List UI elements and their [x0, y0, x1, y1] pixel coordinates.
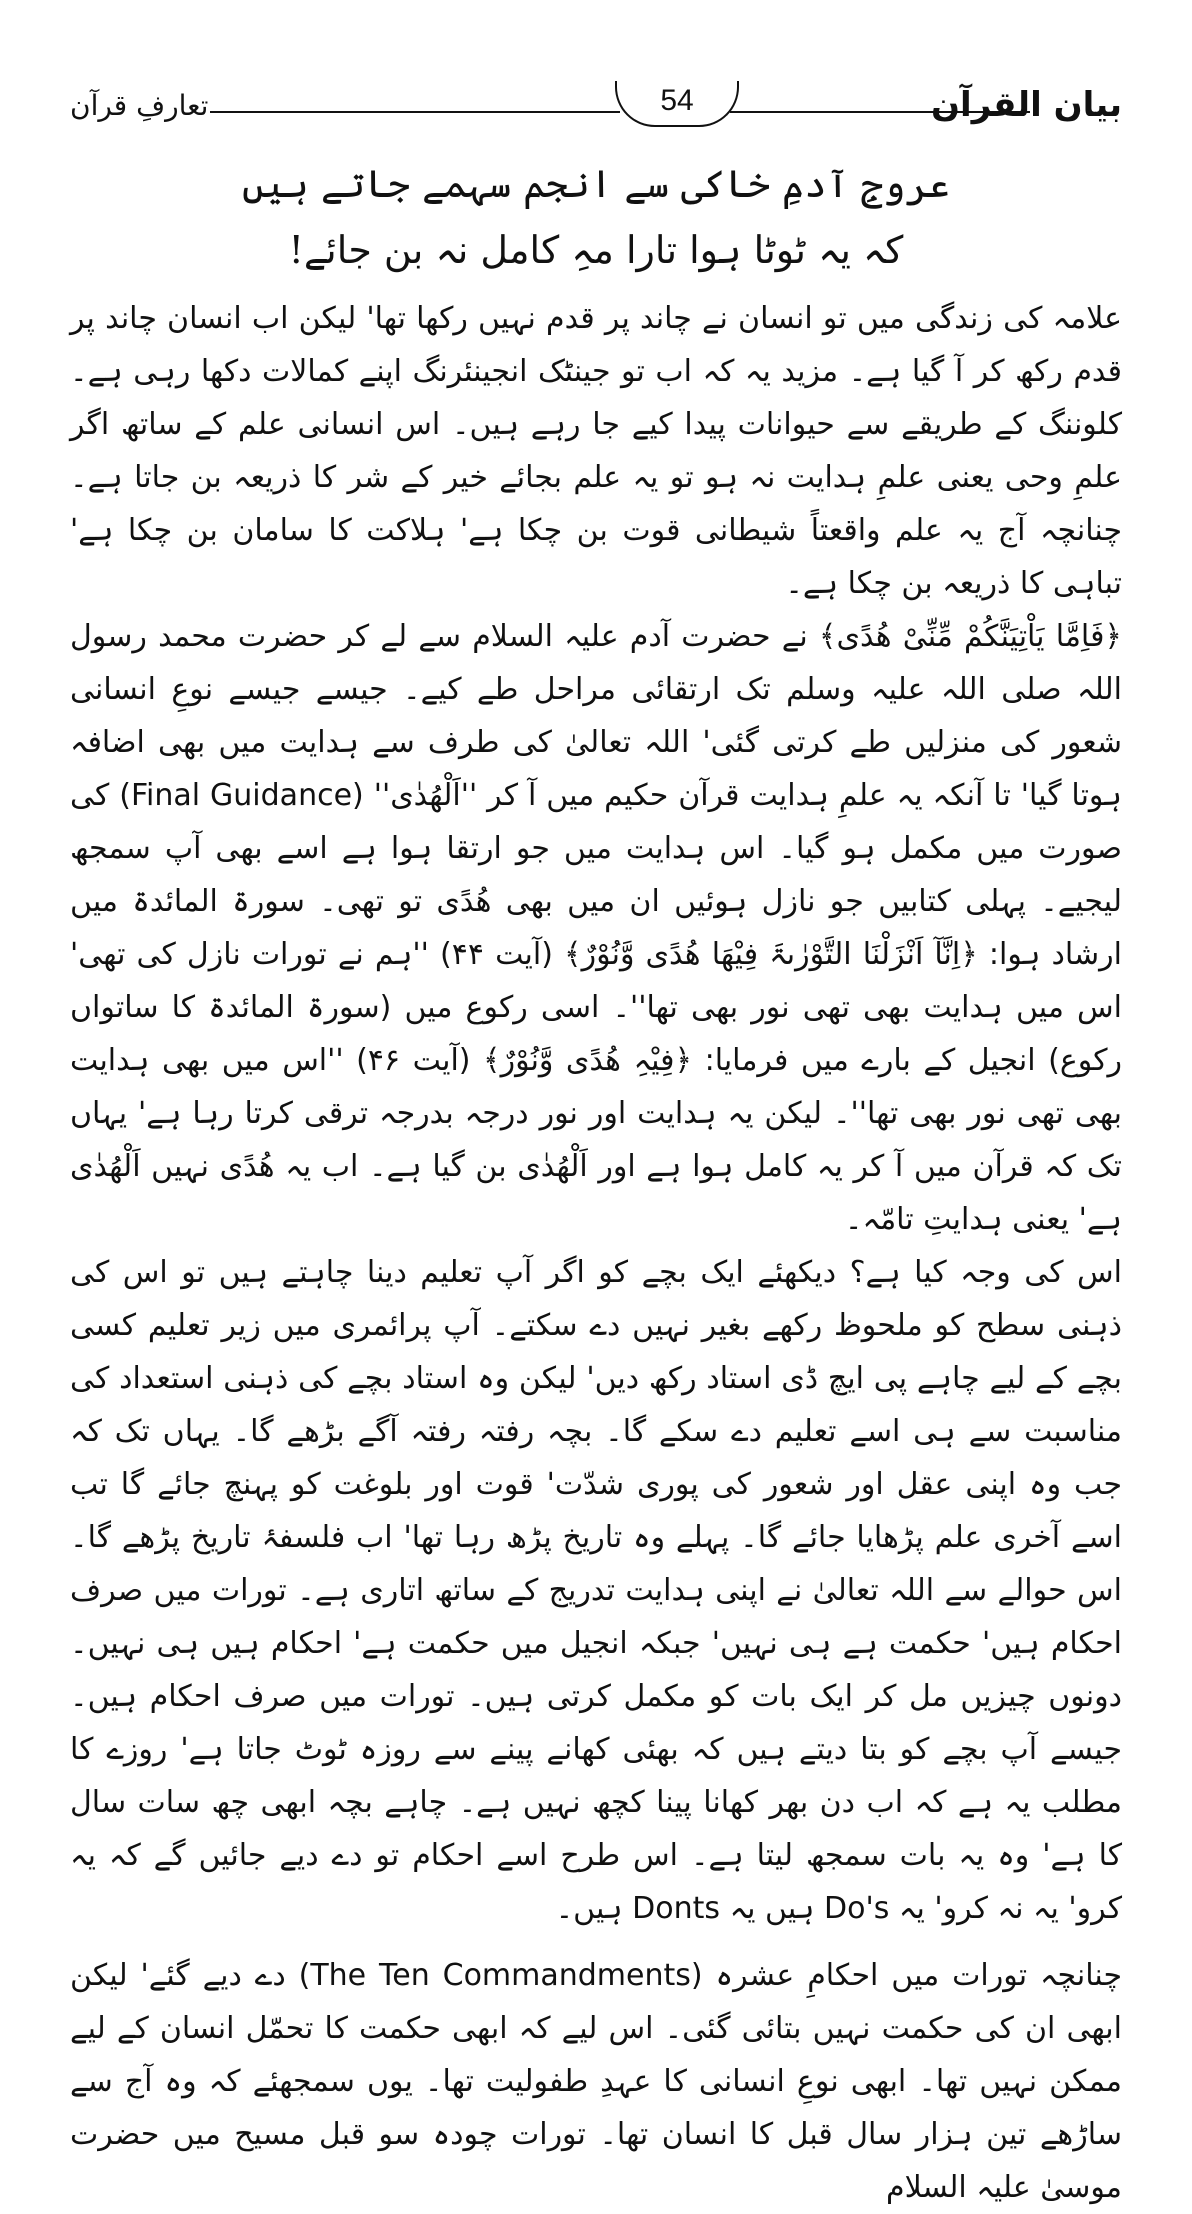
verse-line-2: کہ یہ ٹوٹا ہوا تارا مہِ کامل نہ بن جائے!: [288, 228, 904, 272]
book-title: بیان القرآن: [931, 85, 1122, 125]
paragraph-1: علامہ کی زندگی میں تو انسان نے چاند پر قدم نہیں رکھا تھا' لیکن اب انسان چاند پر قدم رکھ کر آ گیا ہے۔ مزید یہ کہ اب تو جینٹک انجینئرنگ اپنے کمالات دکھا رہی ہے۔ کلوننگ کے طریقے سے حیوانات پیدا کیے جا رہے ہیں۔ اس انسانی علم کے ساتھ اگر علمِ وحی یعنی علمِ ہدایت نہ ہو تو یہ علم بجائے خیر کے شر کا ذریعہ بن جاتا ہے۔ چنانچہ آج یہ علم واقعتاً شیطانی قوت بن چکا ہے' ہلاکت کا سامان بن چکا ہے' تباہی کا ذریعہ بن چکا ہے۔: [70, 301, 1122, 601]
page-header: [70, 85, 1122, 135]
page-number: 54: [615, 81, 739, 127]
section-title: تعارفِ قرآن: [70, 89, 209, 122]
header-rule-left: [210, 111, 620, 113]
paragraph-2: ﴿فَاِمَّا یَاْتِیَنَّکُمْ مِّنِّیْ ھُدًی﴾ نے حضرت آدم علیہ السلام سے لے کر حضرت محمد رسول اللہ صلی اللہ علیہ وسلم تک ارتقائی مراحل طے کیے۔ جیسے جیسے نوعِ انسانی شعور کی منزلیں طے کرتی گئی' اللہ تعالیٰ کی طرف سے ہدایت میں بھی اضافہ ہوتا گیا' تا آنکہ یہ علمِ ہدایت قرآن حکیم میں آ کر ''اَلْھُدٰی'' (Final Guidance) کی صورت میں مکمل ہو گیا۔ اس ہدایت میں جو ارتقا ہوا ہے اسے بھی آپ سمجھ لیجیے۔ پہلی کتابیں جو نازل ہوئیں ان میں بھی ھُدًی تو تھی۔ سورۃ المائدۃ میں ارشاد ہوا: ﴿اِنَّآ اَنْزَلْنَا التَّوْرٰىۃَ فِیْھَا ھُدًی وَّنُوْرٌ﴾ (آیت ۴۴) ''ہم نے تورات نازل کی تھی' اس میں ہدایت بھی تھی نور بھی تھا''۔ اسی رکوع میں (سورۃ المائدۃ کا ساتواں رکوع) انجیل کے بارے میں فرمایا: ﴿فِیْہِ ھُدًی وَّنُوْرٌ﴾ (آیت ۴۶) ''اس میں بھی ہدایت بھی تھی نور بھی تھا''۔ لیکن یہ ہدایت اور نور درجہ بدرجہ ترقی کرتا رہا ہے' یہاں تک کہ قرآن میں آ کر یہ کامل ہوا ہے اور اَلْھُدٰی بن گیا ہے۔ اب یہ ھُدًی نہیں اَلْھُدٰی ہے' یعنی ہدایتِ تامّہ۔: [70, 619, 1122, 1237]
paragraph-3: اس کی وجہ کیا ہے؟ دیکھئے ایک بچے کو اگر آپ تعلیم دینا چاہتے ہیں تو اس کی ذہنی سطح کو ملحوظ رکھے بغیر نہیں دے سکتے۔ آپ پرائمری میں زیر تعلیم کسی بچے کے لیے چاہے پی ایچ ڈی استاد رکھ دیں' لیکن وہ استاد بچے کی ذہنی استعداد کی مناسبت سے ہی اسے تعلیم دے سکے گا۔ بچہ رفتہ رفتہ آگے بڑھے گا۔ یہاں تک کہ جب وہ اپنی عقل اور شعور کی پوری شدّت' قوت اور بلوغت کو پہنچ جائے گا تب اسے آخری علم پڑھایا جائے گا۔ پہلے وہ تاریخ پڑھ رہا تھا' اب فلسفۂ تاریخ پڑھے گا۔ اس حوالے سے اللہ تعالیٰ نے اپنی ہدایت تدریج کے ساتھ اتاری ہے۔ تورات میں صرف احکام ہیں' حکمت ہے ہی نہیں' جبکہ انجیل میں حکمت ہے' احکام ہیں ہی نہیں۔ دونوں چیزیں مل کر ایک بات کو مکمل کرتی ہیں۔ تورات میں صرف احکام ہیں۔ جیسے آپ بچے کو بتا دیتے ہیں کہ بھئی کھانے پینے سے روزہ ٹوٹ جاتا ہے' روزے کا مطلب یہ ہے کہ اب دن بھر کھانا پینا کچھ نہیں ہے۔ چاہے بچہ ابھی چھ سات سال کا ہے' وہ یہ بات سمجھ لیتا ہے۔ اس طرح اسے احکام تو دے دیے جائیں گے کہ یہ کرو' یہ نہ کرو' یہ Do's ہیں یہ Donts ہیں۔: [70, 1255, 1122, 1926]
body-text: [70, 292, 1122, 2214]
verse-line-1: عروجِ آدمِ خاکی سے انجم سہمے جاتے ہیں: [242, 162, 950, 206]
paragraph-4: چنانچہ تورات میں احکامِ عشرہ (The Ten Commandments) دے دیے گئے' لیکن ابھی ان کی حکمت نہیں بتائی گئی۔ اس لیے کہ ابھی حکمت کا تحمّل انسان کے لیے ممکن نہیں تھا۔ ابھی نوعِ انسانی کا عہدِ طفولیت تھا۔ یوں سمجھئے کہ وہ آج سے ساڑھے تین ہزار سال قبل کا انسان تھا۔ تورات چودہ سو قبل مسیح میں حضرت موسیٰ علیہ السلام: [70, 1958, 1122, 2205]
